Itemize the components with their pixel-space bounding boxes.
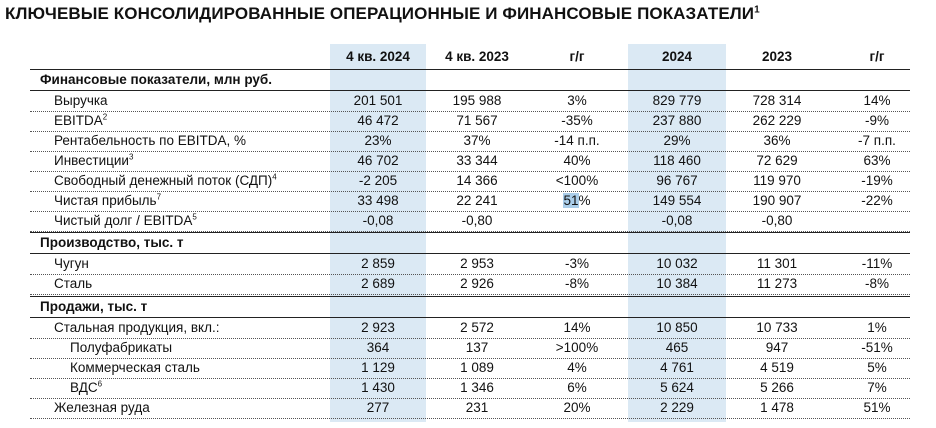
row-revenue-value-5: 14%: [863, 93, 891, 108]
header-2023: 2023: [761, 49, 793, 64]
header-yoy-q: г/г: [569, 49, 585, 64]
row-iron-value-1: 2 953: [460, 256, 494, 271]
row-margin-value-3: 29%: [663, 133, 691, 148]
row-steel-value-3: 10 384: [656, 276, 698, 291]
row-margin-value-5: -7 п.п.: [858, 133, 896, 148]
row-netdebt-value-0: -0,08: [362, 213, 394, 228]
row-margin-value-4: 36%: [763, 133, 791, 148]
row-steelprod-value-3: 10 850: [656, 320, 698, 335]
header-q4-2023: 4 кв. 2023: [445, 49, 509, 64]
row-netprofit-value-0: 33 498: [357, 193, 399, 208]
row-netprofit-value-5: -22%: [861, 193, 893, 208]
row-steelprod-value-2: 14%: [563, 320, 591, 335]
row-margin-value-0: 23%: [364, 133, 392, 148]
section-financial: Финансовые показатели, млн руб.: [40, 72, 272, 87]
row-fcf-value-0: -2 205: [358, 173, 398, 188]
row-label-ironore: Железная руда: [54, 400, 150, 415]
page-title: КЛЮЧЕВЫЕ КОНСОЛИДИРОВАННЫЕ ОПЕРАЦИОННЫЕ И ФИНАНСОВЫЕ ПОКАЗАТЕЛИ$^1$: [5, 4, 760, 23]
row-ebitda-value-0: 46 472: [357, 113, 399, 128]
row-margin-value-1: 37%: [463, 133, 491, 148]
row-label-ebitda: EBITDA$^2$: [54, 112, 108, 128]
row-ebitda-value-4: 262 229: [752, 113, 802, 128]
row-steel-value-2: -8%: [564, 276, 589, 291]
row-capex-value-2: 40%: [563, 153, 591, 168]
row-capex-value-0: 46 702: [357, 153, 399, 168]
row-ebitda-value-5: -9%: [864, 113, 889, 128]
row-ironore-value-4: 1 478: [760, 400, 794, 415]
row-label-netdebt: Чистый долг / EBITDA$^5$: [54, 212, 197, 228]
row-label-capex: Инвестиции$^3$: [54, 152, 134, 168]
row-iron-value-4: 11 301: [756, 256, 798, 271]
row-divider: [30, 294, 910, 295]
row-netprofit-value-2: 51%: [563, 193, 591, 208]
row-commercial-value-3: 4 761: [660, 360, 694, 375]
row-steelprod-value-0: 2 923: [361, 320, 395, 335]
row-capex-value-1: 33 344: [456, 153, 498, 168]
row-hva-value-5: 7%: [867, 380, 887, 395]
row-revenue-value-4: 728 314: [752, 93, 802, 108]
row-label-semis: Полуфабрикаты: [70, 340, 173, 355]
row-fcf-value-3: 96 767: [656, 173, 698, 188]
row-fcf-value-2: <100%: [555, 173, 599, 188]
row-label-margin: Рентабельность по EBITDA, %: [54, 133, 246, 148]
row-iron-value-0: 2 859: [361, 256, 395, 271]
section-rule: [30, 296, 910, 297]
row-ironore-value-5: 51%: [863, 400, 891, 415]
row-revenue-value-0: 201 501: [353, 93, 403, 108]
row-steel-value-0: 2 689: [361, 276, 395, 291]
row-ironore-value-0: 277: [366, 400, 390, 415]
row-commercial-value-1: 1 089: [460, 360, 494, 375]
row-capex-value-5: 63%: [863, 153, 891, 168]
row-netprofit-value-3: 149 554: [652, 193, 702, 208]
row-hva-value-0: 1 430: [361, 380, 395, 395]
row-steel-value-1: 2 926: [460, 276, 494, 291]
row-ironore-value-2: 20%: [563, 400, 591, 415]
row-hva-value-1: 1 346: [460, 380, 494, 395]
row-label-iron: Чугун: [54, 256, 89, 271]
row-hva-value-2: 6%: [567, 380, 587, 395]
row-margin-value-2: -14 п.п.: [554, 133, 600, 148]
header-2024: 2024: [661, 49, 693, 64]
row-capex-value-4: 72 629: [756, 153, 798, 168]
row-netprofit-value-4: 190 907: [752, 193, 802, 208]
row-hva-value-4: 5 266: [760, 380, 794, 395]
row-revenue-value-1: 195 988: [452, 93, 502, 108]
row-netdebt-value-3: -0,08: [661, 213, 693, 228]
row-steel-value-4: 11 273: [756, 276, 798, 291]
row-netdebt-value-1: -0,80: [461, 213, 493, 228]
header-q4-2024: 4 кв. 2024: [346, 49, 410, 64]
section-rule: [30, 253, 910, 254]
row-iron-value-2: -3%: [564, 256, 589, 271]
row-steelprod-value-1: 2 572: [460, 320, 494, 335]
row-commercial-value-2: 4%: [567, 360, 587, 375]
row-fcf-value-4: 119 970: [753, 173, 801, 188]
row-divider: [30, 418, 910, 419]
row-label-revenue: Выручка: [54, 93, 108, 108]
row-label-hva: ВДС$^6$: [70, 379, 103, 395]
row-label-netprofit: Чистая прибыль$^7$: [54, 192, 162, 208]
row-ebitda-value-2: -35%: [561, 113, 593, 128]
row-revenue-value-3: 829 779: [652, 93, 702, 108]
row-revenue-value-2: 3%: [567, 93, 587, 108]
row-iron-value-3: 10 032: [656, 256, 698, 271]
row-ebitda-value-1: 71 567: [456, 113, 498, 128]
row-steelprod-value-5: 1%: [867, 320, 887, 335]
row-steel-value-5: -8%: [864, 276, 889, 291]
row-semis-value-1: 137: [465, 340, 489, 355]
row-semis-value-3: 465: [665, 340, 689, 355]
row-iron-value-5: -11%: [861, 256, 893, 271]
row-ironore-value-1: 231: [465, 400, 489, 415]
row-commercial-value-0: 1 129: [361, 360, 395, 375]
row-netprofit-value-1: 22 241: [456, 193, 498, 208]
row-label-fcf: Свободный денежный поток (СДП)$^4$: [54, 172, 277, 188]
row-hva-value-3: 5 624: [660, 380, 694, 395]
section-sales: Продажи, тыс. т: [40, 299, 148, 314]
selected-text[interactable]: 51: [563, 193, 579, 208]
header-yoy-y: г/г: [869, 49, 885, 64]
row-capex-value-3: 118 460: [653, 153, 701, 168]
row-ebitda-value-3: 237 880: [652, 113, 702, 128]
row-label-commercial: Коммерческая сталь: [70, 360, 200, 375]
row-semis-value-2: >100%: [555, 340, 599, 355]
row-netdebt-value-4: -0,80: [761, 213, 793, 228]
row-label-steelprod: Стальная продукция, вкл.:: [54, 320, 220, 335]
row-commercial-value-5: 5%: [867, 360, 887, 375]
row-label-steel: Сталь: [54, 276, 93, 291]
section-rule: [30, 317, 910, 318]
row-semis-value-0: 364: [366, 340, 390, 355]
row-commercial-value-4: 4 519: [760, 360, 794, 375]
row-semis-value-4: 947: [765, 340, 789, 355]
section-production: Производство, тыс. т: [40, 235, 184, 250]
row-ironore-value-3: 2 229: [660, 400, 694, 415]
row-steelprod-value-4: 10 733: [756, 320, 798, 335]
row-fcf-value-5: -19%: [861, 173, 893, 188]
row-fcf-value-1: 14 366: [456, 173, 498, 188]
row-semis-value-5: -51%: [861, 340, 893, 355]
